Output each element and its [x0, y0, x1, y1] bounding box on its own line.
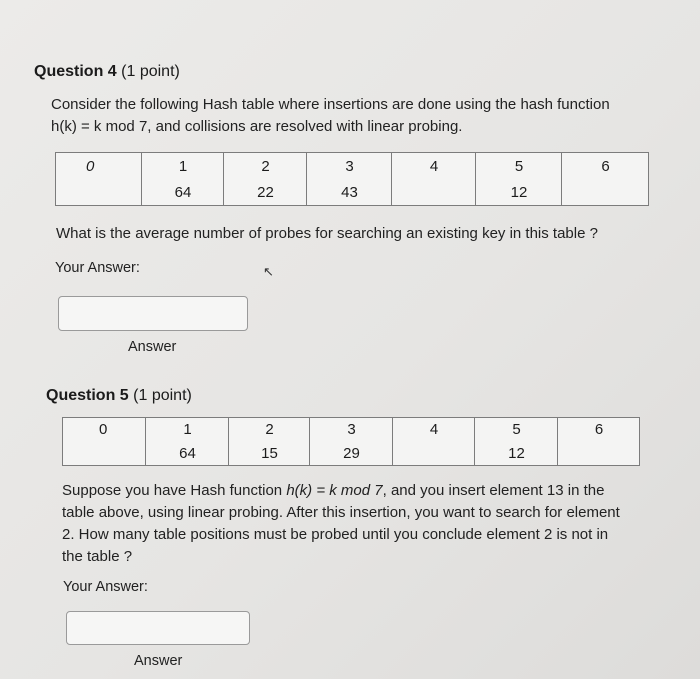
question-4-title-text: Question 4 — [34, 63, 117, 80]
question-4-answer-input[interactable] — [58, 296, 248, 331]
question-5-prompt-line-1 — [62, 480, 682, 502]
question-5-your-answer-label: Your Answer: — [63, 579, 148, 595]
prompt-text: Suppose you have Hash function — [62, 482, 287, 499]
hash-index: 6 — [594, 421, 604, 438]
question-4-title — [34, 63, 180, 81]
hash-cell-3 — [306, 153, 392, 205]
hash-cell-5 — [474, 418, 558, 465]
hash-cell-4 — [391, 153, 476, 205]
hash-cell-4 — [392, 418, 475, 465]
hash-index: 5 — [512, 421, 521, 438]
hash-index: 3 — [347, 421, 356, 438]
question-5-answer-input[interactable] — [66, 611, 250, 645]
hash-function: h(k) = k mod 7 — [286, 482, 383, 499]
question-5-points: (1 point) — [133, 387, 192, 404]
question-5-prompt-line-2: table above, using linear probing. After this insertion, you want to search for element — [62, 504, 620, 521]
question-4-your-answer-label: Your Answer: — [55, 260, 140, 276]
hash-index: 0 — [86, 158, 95, 175]
hash-index: 4 — [429, 158, 439, 175]
prompt-text: , and you insert element 13 in the — [382, 482, 605, 499]
hash-index: 2 — [265, 421, 274, 438]
hash-index: 2 — [261, 158, 270, 175]
question-5-prompt — [62, 480, 682, 568]
question-5-title — [46, 387, 192, 405]
question-4-hash-table — [55, 152, 649, 206]
hash-cell-6 — [561, 153, 649, 205]
hash-cell-1 — [145, 418, 229, 465]
question-4-points: (1 point) — [121, 63, 180, 80]
hash-cell-2 — [228, 418, 310, 465]
question-4-prompt-line-1: Consider the following Hash table where insertions are done using the hash function — [51, 96, 610, 113]
hash-value: 64 — [179, 445, 196, 462]
hash-value: 43 — [341, 184, 358, 201]
hash-value: 29 — [343, 445, 360, 462]
hash-index: 5 — [514, 158, 524, 175]
hash-index: 1 — [183, 421, 192, 438]
hash-cell-2 — [223, 153, 307, 205]
hash-index: 3 — [345, 158, 354, 175]
hash-cell-1 — [141, 153, 224, 205]
hash-cell-3 — [309, 418, 393, 465]
question-5-title-text: Question 5 — [46, 387, 129, 404]
hash-cell-5 — [475, 153, 562, 205]
question-4-answer-button[interactable]: Answer — [128, 339, 177, 355]
question-5-answer-button[interactable]: Answer — [134, 653, 183, 669]
hash-value: 22 — [257, 184, 274, 201]
question-4-question: What is the average number of probes for searching an existing key in this table ? — [56, 225, 598, 242]
question-4-prompt — [51, 94, 681, 138]
question-5-prompt-line-3: 2. How many table positions must be probed until you conclude element 2 is not in — [62, 526, 609, 543]
hash-cell-6 — [557, 418, 640, 465]
question-5-prompt-line-4: the table ? — [62, 548, 133, 565]
hash-value: 64 — [174, 184, 192, 201]
hash-index: 1 — [178, 158, 188, 175]
hash-cell-0 — [56, 153, 141, 205]
hash-index: 4 — [429, 421, 439, 438]
hash-value: 12 — [510, 184, 528, 201]
hash-index: 6 — [601, 158, 610, 175]
mouse-cursor-icon: ↖ — [263, 264, 274, 279]
hash-value: 15 — [261, 445, 278, 462]
question-5-hash-table — [62, 417, 640, 466]
question-4-prompt-line-2: h(k) = k mod 7, and collisions are resolved with linear probing. — [51, 118, 463, 135]
hash-value: 12 — [508, 445, 525, 462]
hash-cell-0 — [63, 418, 145, 465]
hash-index: 0 — [99, 421, 108, 438]
